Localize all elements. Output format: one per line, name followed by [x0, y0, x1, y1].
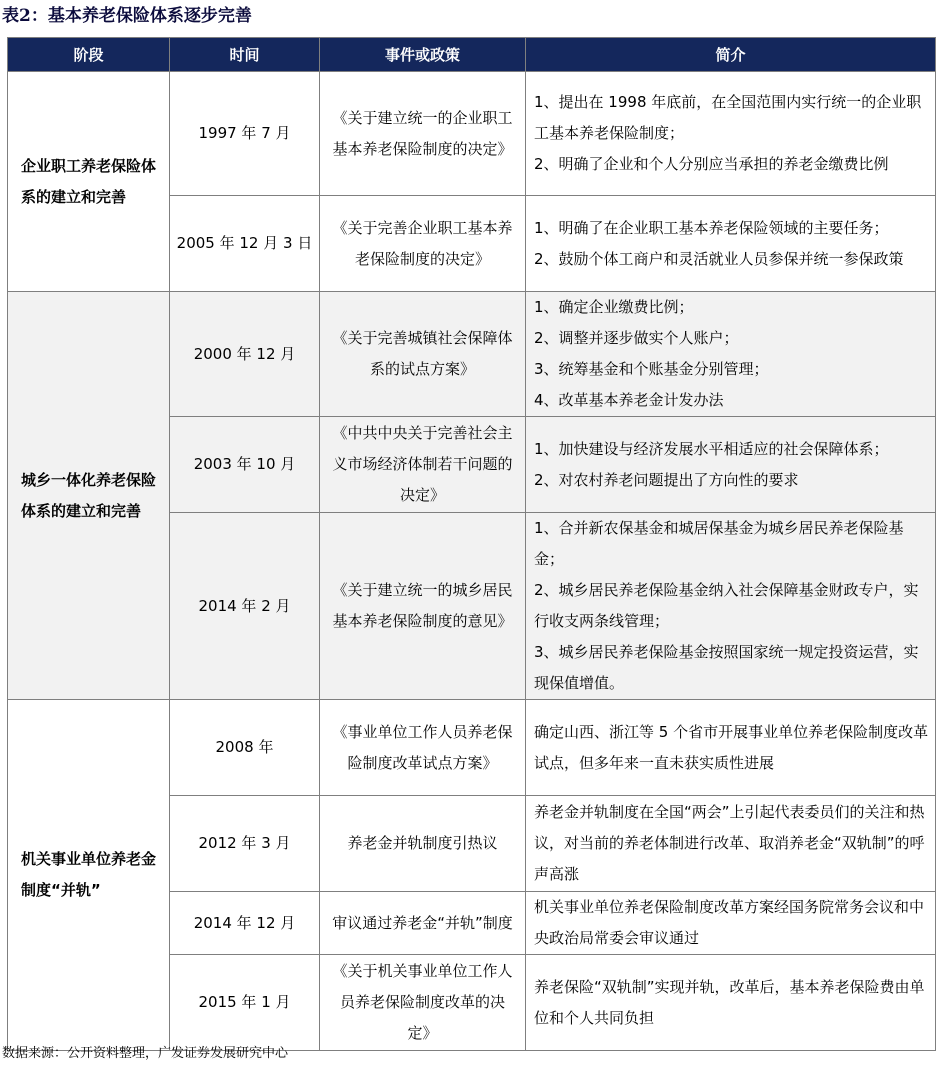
summary-line: 3、统筹基金和个账基金分别管理； — [534, 360, 769, 378]
event-cell: 《关于建立统一的企业职工基本养老保险制度的决定》 — [320, 72, 526, 196]
header-stage: 阶段 — [8, 38, 170, 72]
event-cell: 《关于完善城镇社会保障体系的试点方案》 — [320, 292, 526, 417]
stage-cell: 机关事业单位养老金制度“并轨” — [8, 700, 170, 1051]
summary-line: 1、加快建设与经济发展水平相适应的社会保障体系； — [534, 439, 889, 458]
event-cell: 《关于完善企业职工基本养老保险制度的决定》 — [320, 196, 526, 292]
time-cell: 2014 年 12 月 — [170, 892, 320, 955]
summary-line: 机关事业单位养老保险制度改革方案经国务院常务会议和中央政治局常委会审议通过 — [534, 898, 925, 947]
summary-cell — [526, 513, 936, 700]
summary-cell — [526, 892, 936, 955]
time-cell: 2015 年 1 月 — [170, 955, 320, 1051]
summary-cell — [526, 955, 936, 1051]
table-title: 表2：基本养老保险体系逐步完善 — [2, 6, 252, 26]
data-source-note: 数据来源：公开资料整理，广发证券发展研究中心 — [2, 1046, 289, 1061]
time-cell: 2012 年 3 月 — [170, 796, 320, 892]
summary-cell — [526, 796, 936, 892]
summary-cell — [526, 196, 936, 292]
table-row — [8, 700, 936, 796]
event-cell: 《关于机关事业单位工作人员养老保险制度改革的决定》 — [320, 955, 526, 1051]
time-cell: 2014 年 2 月 — [170, 513, 320, 700]
stage-cell: 城乡一体化养老保险体系的建立和完善 — [8, 292, 170, 700]
table-header-row — [8, 38, 936, 72]
summary-line: 4、改革基本养老金计发办法 — [534, 391, 724, 409]
summary-line: 2、城乡居民养老保险基金纳入社会保障基金财政专户，实行收支两条线管理； — [534, 581, 919, 630]
header-event: 事件或政策 — [320, 38, 526, 72]
header-summary: 简介 — [526, 38, 936, 72]
time-cell: 2000 年 12 月 — [170, 292, 320, 417]
time-cell: 1997 年 7 月 — [170, 72, 320, 196]
summary-line: 2、对农村养老问题提出了方向性的要求 — [534, 470, 799, 489]
summary-cell — [526, 417, 936, 513]
table-row — [8, 72, 936, 196]
summary-line: 1、提出在 1998 年底前，在全国范围内实行统一的企业职工基本养老保险制度； — [534, 93, 922, 142]
policy-table — [7, 37, 936, 1051]
summary-line: 2、明确了企业和个人分别应当承担的养老金缴费比例 — [534, 155, 889, 173]
summary-line: 确定山西、浙江等 5 个省市开展事业单位养老保险制度改革试点，但多年来一直未获实质性进展 — [534, 722, 929, 772]
summary-line: 养老保险“双轨制”实现并轨，改革后，基本养老保险费由单位和个人共同负担 — [534, 977, 925, 1027]
event-cell: 养老金并轨制度引热议 — [320, 796, 526, 892]
stage-cell: 企业职工养老保险体系的建立和完善 — [8, 72, 170, 292]
summary-line: 2、鼓励个体工商户和灵活就业人员参保并统一参保政策 — [534, 249, 904, 268]
time-cell: 2003 年 10 月 — [170, 417, 320, 513]
summary-cell — [526, 292, 936, 417]
header-time: 时间 — [170, 38, 320, 72]
summary-cell — [526, 72, 936, 196]
event-cell: 审议通过养老金“并轨”制度 — [320, 892, 526, 955]
summary-line: 1、确定企业缴费比例； — [534, 298, 694, 316]
stage-group-1 — [8, 72, 936, 292]
summary-line: 养老金并轨制度在全国“两会”上引起代表委员们的关注和热议，对当前的养老体制进行改革、取消养老金“双轨制”的呼声高涨 — [534, 803, 925, 883]
time-cell: 2005 年 12 月 3 日 — [170, 196, 320, 292]
event-cell: 《事业单位工作人员养老保险制度改革试点方案》 — [320, 700, 526, 796]
stage-group-2 — [8, 292, 936, 700]
stage-group-3 — [8, 700, 936, 1051]
event-cell: 《中共中央关于完善社会主义市场经济体制若干问题的决定》 — [320, 417, 526, 513]
summary-line: 1、合并新农保基金和城居保基金为城乡居民养老保险基金； — [534, 519, 904, 568]
summary-line: 2、调整并逐步做实个人账户； — [534, 329, 739, 347]
time-cell: 2008 年 — [170, 700, 320, 796]
event-cell: 《关于建立统一的城乡居民基本养老保险制度的意见》 — [320, 513, 526, 700]
summary-cell — [526, 700, 936, 796]
summary-line: 3、城乡居民养老保险基金按照国家统一规定投资运营，实现保值增值。 — [534, 643, 919, 692]
table-row — [8, 292, 936, 417]
summary-line: 1、明确了在企业职工基本养老保险领域的主要任务； — [534, 218, 889, 237]
